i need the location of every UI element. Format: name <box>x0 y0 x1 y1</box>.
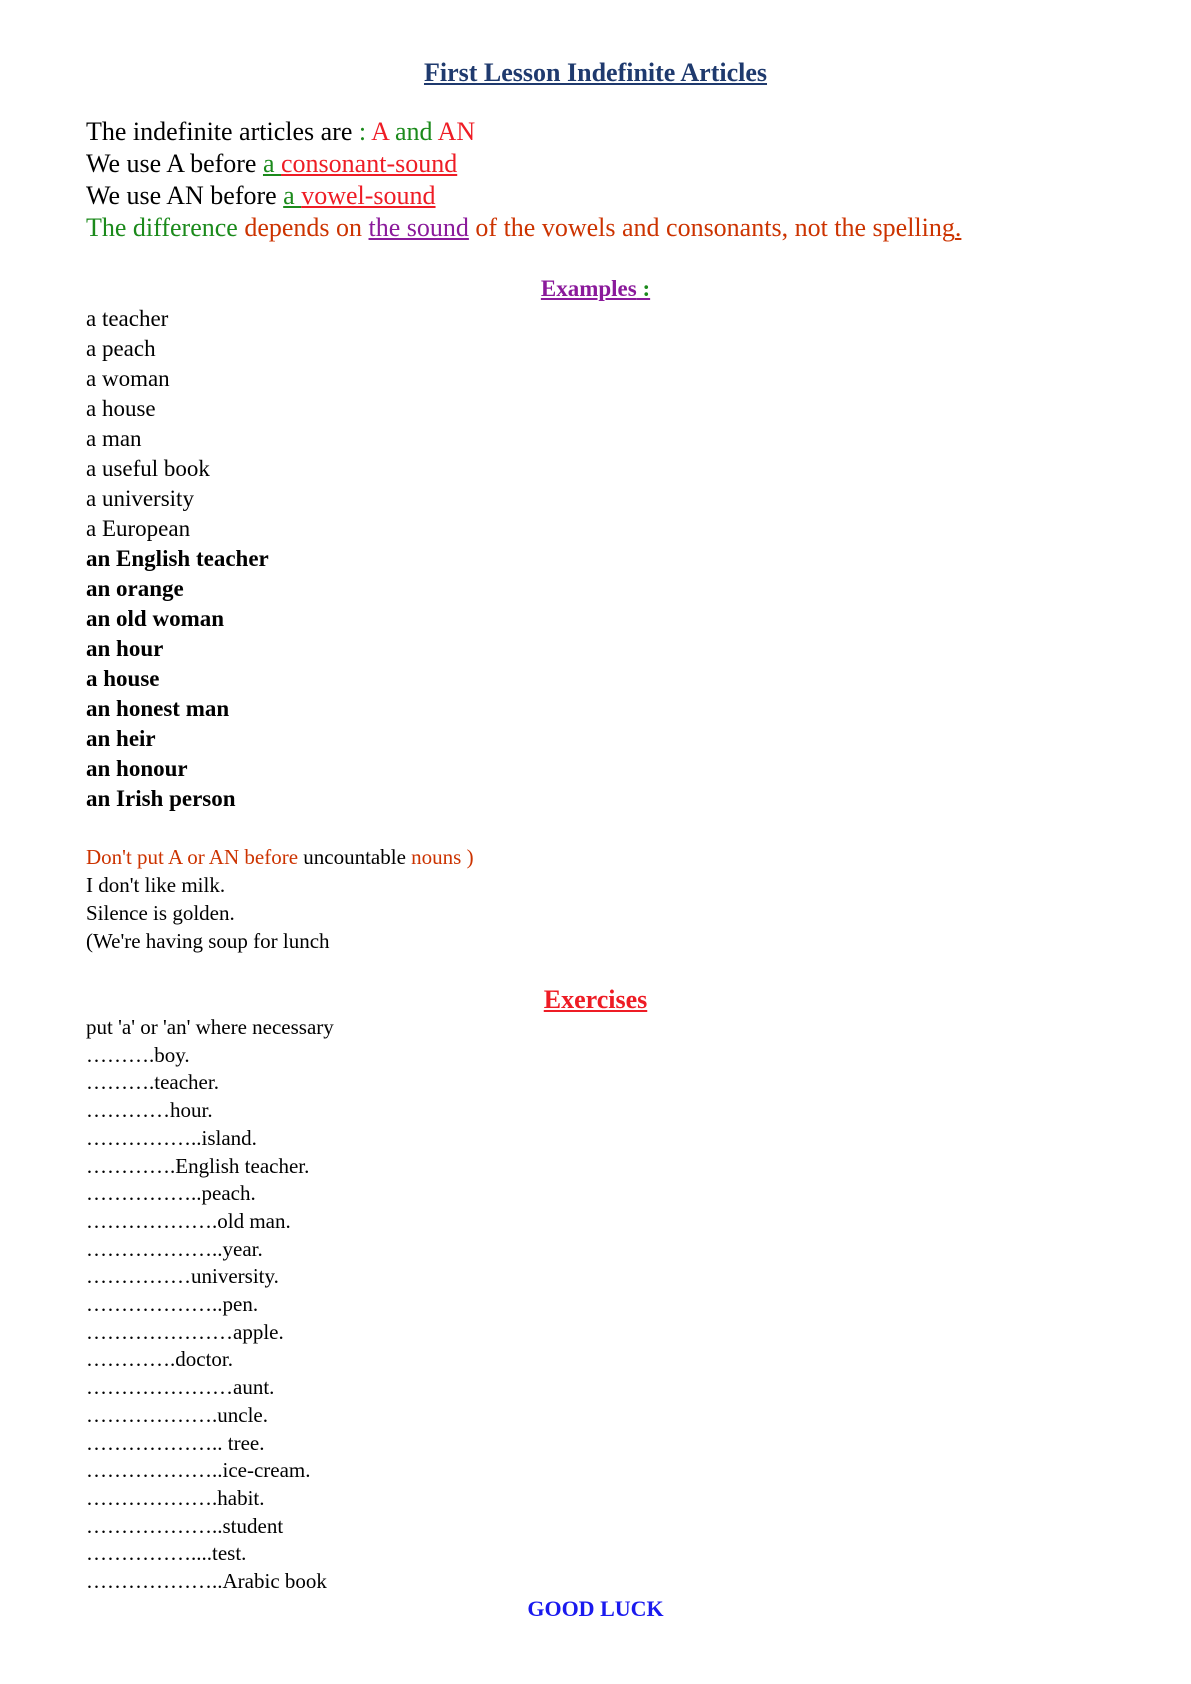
exercise-item: ……………….old man. <box>86 1208 291 1233</box>
list-item: a university <box>86 486 194 511</box>
exercise-item: …………………apple. <box>86 1319 284 1344</box>
exercises-list <box>86 1014 334 1596</box>
exercise-item: …………………aunt. <box>86 1375 275 1400</box>
list-item-bold: an English teacher <box>86 546 269 571</box>
exercise-item: ………….English teacher. <box>86 1153 310 1178</box>
intro-and: and <box>388 117 438 146</box>
exercise-item: ……….teacher. <box>86 1070 219 1095</box>
list-item-bold: an Irish person <box>86 786 236 811</box>
good-luck-footer: GOOD LUCK <box>527 1596 664 1621</box>
intro-depends: depends on <box>244 213 369 242</box>
examples-heading-colon: : <box>636 276 651 301</box>
intro-a: a <box>262 149 282 178</box>
intro-line-2 <box>86 148 961 180</box>
list-item-bold: an honour <box>86 756 188 781</box>
intro-text: We use A before <box>86 149 263 178</box>
exercise-item: …………hour. <box>86 1098 213 1123</box>
intro-text: The indefinite articles are <box>86 117 353 146</box>
examples-heading-text: Examples <box>540 276 637 301</box>
exercise-item: ………………..student <box>86 1513 284 1538</box>
intro-line-1 <box>86 116 961 148</box>
exercise-item: ………………..ice-cream. <box>86 1458 311 1483</box>
intro-difference: The difference <box>86 213 245 242</box>
exercise-item: ……………….habit. <box>86 1485 265 1510</box>
list-item: a useful book <box>86 456 210 481</box>
list-item: a teacher <box>86 306 169 331</box>
list-item: (We're having soup for lunch <box>86 929 330 953</box>
article-a: A <box>371 117 389 146</box>
exercise-item: ……………..island. <box>86 1125 257 1150</box>
intro-line-4 <box>86 212 961 244</box>
exercise-instruction: put 'a' or 'an' where necessary <box>86 1015 334 1039</box>
the-sound: the sound <box>368 213 469 242</box>
list-item: a European <box>86 516 191 541</box>
exercise-item: ………….doctor. <box>86 1347 233 1372</box>
exercise-item: ………………..Arabic book <box>86 1569 327 1594</box>
vowel-sound: vowel-sound <box>301 181 436 210</box>
list-item-bold: an honest man <box>86 696 230 721</box>
rule-uncountable: uncountable <box>303 845 412 869</box>
examples-heading <box>0 276 1191 302</box>
intro-colon: : <box>352 117 372 146</box>
rule-text: Don't put A or AN before <box>86 845 304 869</box>
exercise-item: ……….boy. <box>86 1042 190 1067</box>
exercise-item: ……………..peach. <box>86 1181 256 1206</box>
intro-rest: of the vowels and consonants, not the spelling <box>468 213 955 242</box>
uncountable-section <box>86 843 474 955</box>
list-item: a man <box>86 426 142 451</box>
exercises-heading: Exercises <box>543 985 648 1014</box>
list-item-bold: an heir <box>86 726 156 751</box>
intro-text: We use AN before <box>86 181 284 210</box>
intro-a: a <box>283 181 302 210</box>
uncountable-rule <box>86 843 474 871</box>
list-item: a peach <box>86 336 156 361</box>
exercise-item: ………………..year. <box>86 1236 263 1261</box>
article-an: AN <box>437 117 476 146</box>
intro-section <box>86 116 961 244</box>
list-item: a house <box>86 396 156 421</box>
list-item-bold: a house <box>86 666 160 691</box>
exercise-item: ……………....test. <box>86 1541 247 1566</box>
intro-period: . <box>954 213 962 242</box>
list-item-bold: an old woman <box>86 606 225 631</box>
exercise-item: ………………..pen. <box>86 1292 259 1317</box>
list-item: I don't like milk. <box>86 873 226 897</box>
exercise-item: ……………….. tree. <box>86 1430 265 1455</box>
list-item: Silence is golden. <box>86 901 235 925</box>
intro-line-3 <box>86 180 961 212</box>
consonant-sound: consonant-sound <box>281 149 458 178</box>
exercise-item: ……………university. <box>86 1264 279 1289</box>
exercise-item: ……………….uncle. <box>86 1402 268 1427</box>
rule-nouns: nouns ) <box>411 845 474 869</box>
page-title: First Lesson Indefinite Articles <box>423 58 768 87</box>
examples-list <box>86 304 269 814</box>
list-item: a woman <box>86 366 170 391</box>
list-item-bold: an orange <box>86 576 184 601</box>
list-item-bold: an hour <box>86 636 164 661</box>
